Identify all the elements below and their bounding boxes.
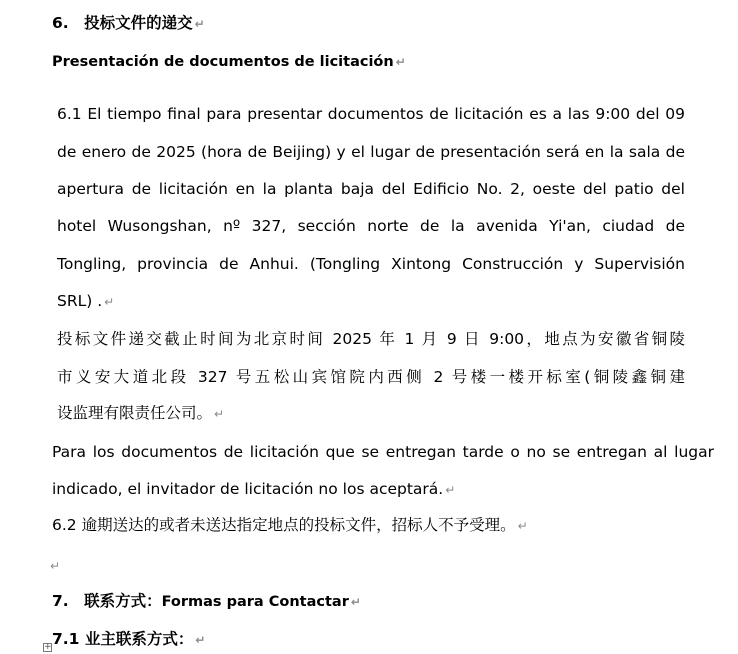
paragraph-6-1-zh-line-3-text: 设监理有限责任公司。 bbox=[57, 404, 213, 422]
paragraph-mark-icon: ↵ bbox=[194, 17, 205, 31]
paragraph-6-2 bbox=[52, 515, 528, 536]
section-6-number: 6. bbox=[52, 14, 69, 32]
paragraph-mark-icon: ↵ bbox=[350, 595, 361, 609]
table-move-handle-icon[interactable]: + bbox=[44, 642, 52, 652]
paragraph-mark-icon: ↵ bbox=[395, 55, 406, 69]
late-submission-line-2-text: indicado, el invitador de licitación no los aceptará. bbox=[52, 480, 444, 498]
paragraph-6-2-text: 6.2 逾期送达的或者未送达指定地点的投标文件，招标人不予受理。 bbox=[52, 516, 516, 534]
section-6-title-zh: 投标文件的递交 bbox=[84, 14, 193, 32]
paragraph-6-1-zh-line-2: 市义安大道北段 327 号五松山宾馆院内西侧 2 号楼一楼开标室(铜陵鑫铜建 bbox=[57, 368, 685, 386]
paragraph-mark-icon: ↵ bbox=[104, 295, 115, 309]
paragraph-mark-icon: ↵ bbox=[517, 519, 528, 533]
section-7-heading bbox=[52, 591, 361, 612]
section-6-title-es: Presentación de documentos de licitación bbox=[52, 54, 394, 70]
late-submission-line-2 bbox=[52, 479, 455, 500]
paragraph-mark-icon: ↵ bbox=[195, 633, 206, 647]
paragraph-6-1-line-1: 6.1 El tiempo final para presentar documentos de licitación es a las 9:00 del 09 bbox=[57, 105, 685, 123]
section-6-heading-es bbox=[52, 52, 406, 72]
section-7-title-zh: 联系方式： bbox=[84, 592, 162, 610]
paragraph-6-1-line-6 bbox=[57, 291, 114, 312]
paragraph-6-1-line-2: de enero de 2025 (hora de Beijing) y el lugar de presentación será en la sala de bbox=[57, 143, 685, 161]
paragraph-6-1-zh-line-3 bbox=[57, 403, 224, 424]
section-7-title-es: Formas para Contactar bbox=[161, 594, 349, 610]
paragraph-6-1-line-6-text: SRL) . bbox=[57, 292, 103, 310]
section-6-heading bbox=[52, 13, 205, 34]
paragraph-6-1-line-5: Tongling, provincia de Anhui. (Tongling Xintong Construcción y Supervisión bbox=[57, 255, 685, 273]
paragraph-6-1-zh-line-1: 投标文件递交截止时间为北京时间 2025 年 1 月 9 日 9:00，地点为安徽省铜陵 bbox=[57, 330, 685, 348]
paragraph-6-1-line-4: hotel Wusongshan, nº 327, sección norte de la avenida Yi'an, ciudad de bbox=[57, 217, 685, 235]
empty-paragraph bbox=[50, 555, 60, 576]
paragraph-mark-icon: ↵ bbox=[445, 483, 456, 497]
paragraph-6-1-line-3: apertura de licitación en la planta baja del Edificio No. 2, oeste del patio del bbox=[57, 180, 685, 198]
paragraph-mark-icon: ↵ bbox=[214, 407, 225, 421]
paragraph-mark-icon: ↵ bbox=[50, 559, 61, 573]
section-7-1-heading bbox=[52, 629, 205, 650]
section-7-number: 7. bbox=[52, 592, 69, 610]
late-submission-line-1: Para los documentos de licitación que se entregan tarde o no se entregan al lugar bbox=[52, 443, 714, 461]
section-7-1-title: 7.1 业主联系方式： bbox=[52, 630, 194, 648]
